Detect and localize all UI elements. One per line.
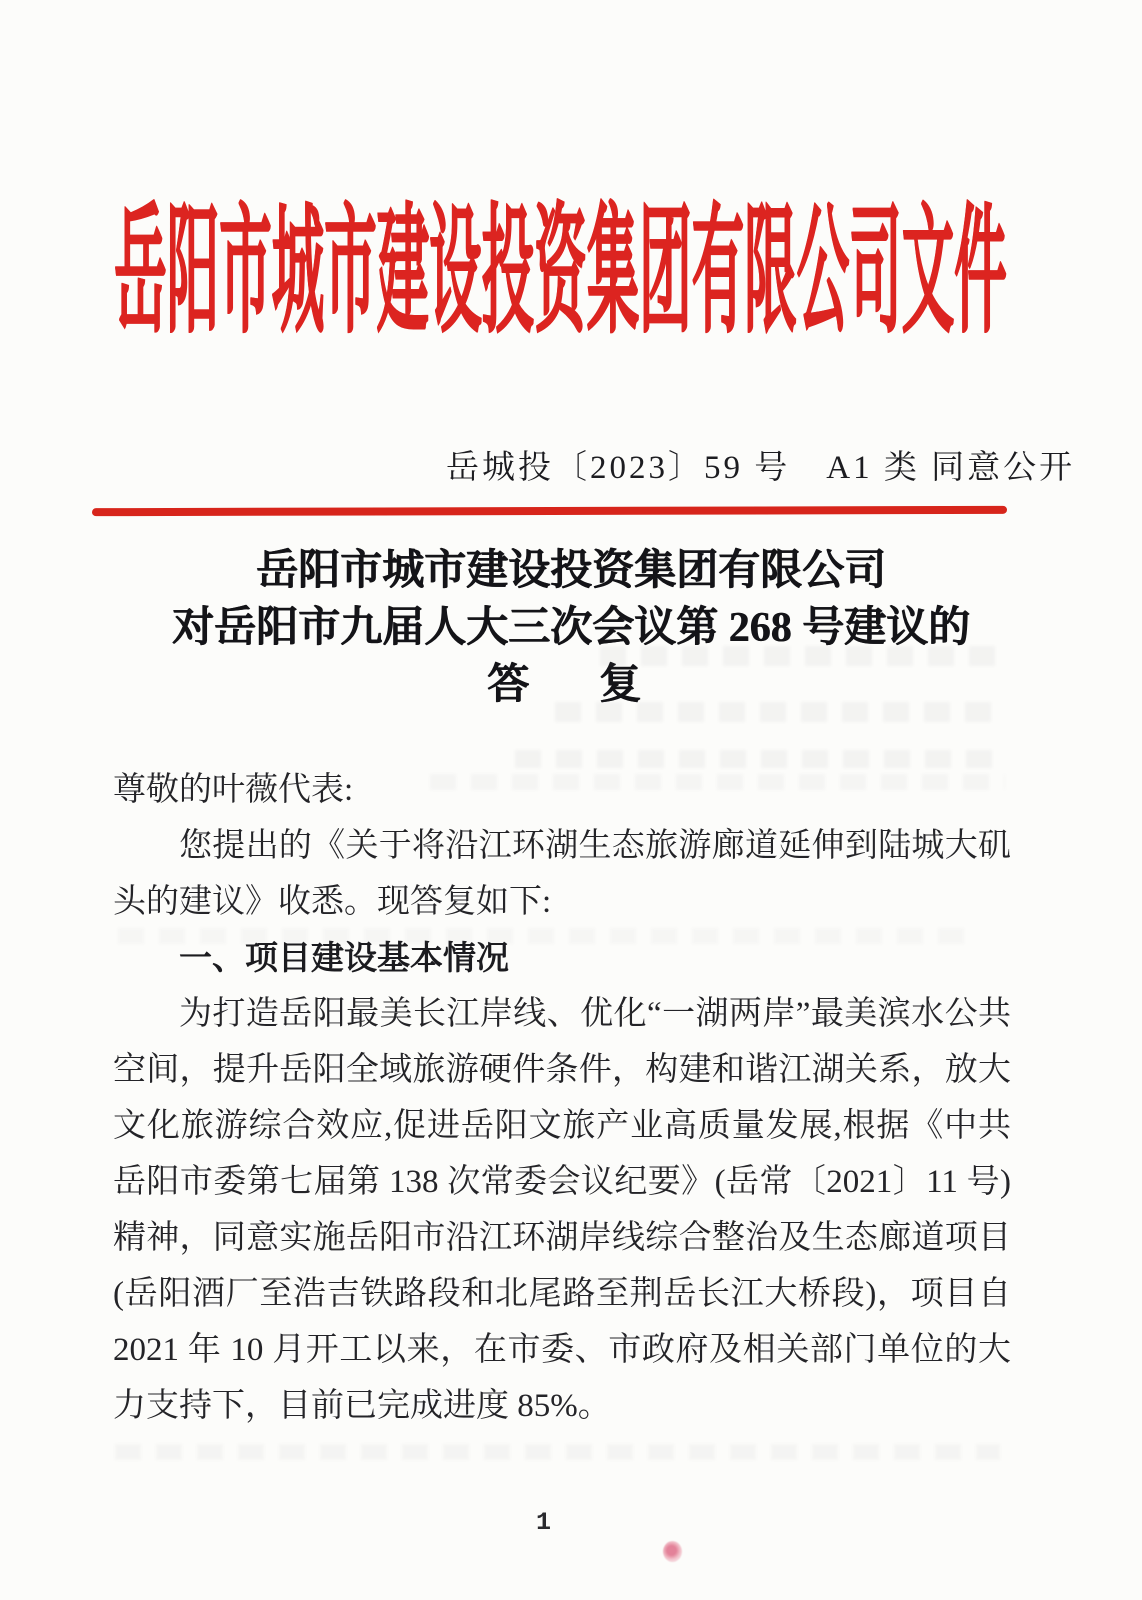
title-line-1: 岳阳市城市建设投资集团有限公司: [255, 548, 886, 594]
page-number: 1: [536, 1508, 552, 1537]
red-separator-rule: [92, 506, 1007, 516]
document-title: [0, 543, 1142, 714]
intro-paragraph: 您提出的《关于将沿江环湖生态旅游廊道延伸到陆城大矶头的建议》收悉。现答复如下:: [113, 828, 1011, 920]
pink-ink-speck: [663, 1541, 682, 1562]
salutation: 尊敬的叶薇代表:: [113, 772, 354, 808]
document-body: [113, 762, 1011, 1434]
bleed-through-ghost: [115, 1444, 1000, 1460]
title-line-3: 答 复: [486, 662, 655, 708]
section-1-paragraph: 为打造岳阳最美长江岸线、优化“一湖两岸”最美滨水公共空间，提升岳阳全域旅游硬件条件，构建和谐江湖关系，放大文化旅游综合效应,促进岳阳文旅产业高质量发展,根据《中共岳阳市委第七届第 138 次常委会议纪要》(岳常〔2021〕11 号)精神，同意实施岳阳市沿江环湖岸线综合整治及生态廊道项目(岳阳酒厂至浩吉铁路段和北尾路至荆岳长江大桥段)，项目自 2021 年 10 月开工以来，在市委、市政府及相关部门单位的大力支持下，目前已完成进度 85%。: [113, 996, 1011, 1424]
document-number: 岳城投〔2023〕59 号 A1 类 同意公开: [446, 450, 1076, 486]
title-line-2: 对岳阳市九届人大三次会议第 268 号建议的: [171, 605, 970, 651]
letterhead-title: 岳阳市城市建设投资集团有限公司文件: [114, 195, 1007, 350]
section-1-heading: 一、项目建设基本情况: [179, 939, 509, 976]
